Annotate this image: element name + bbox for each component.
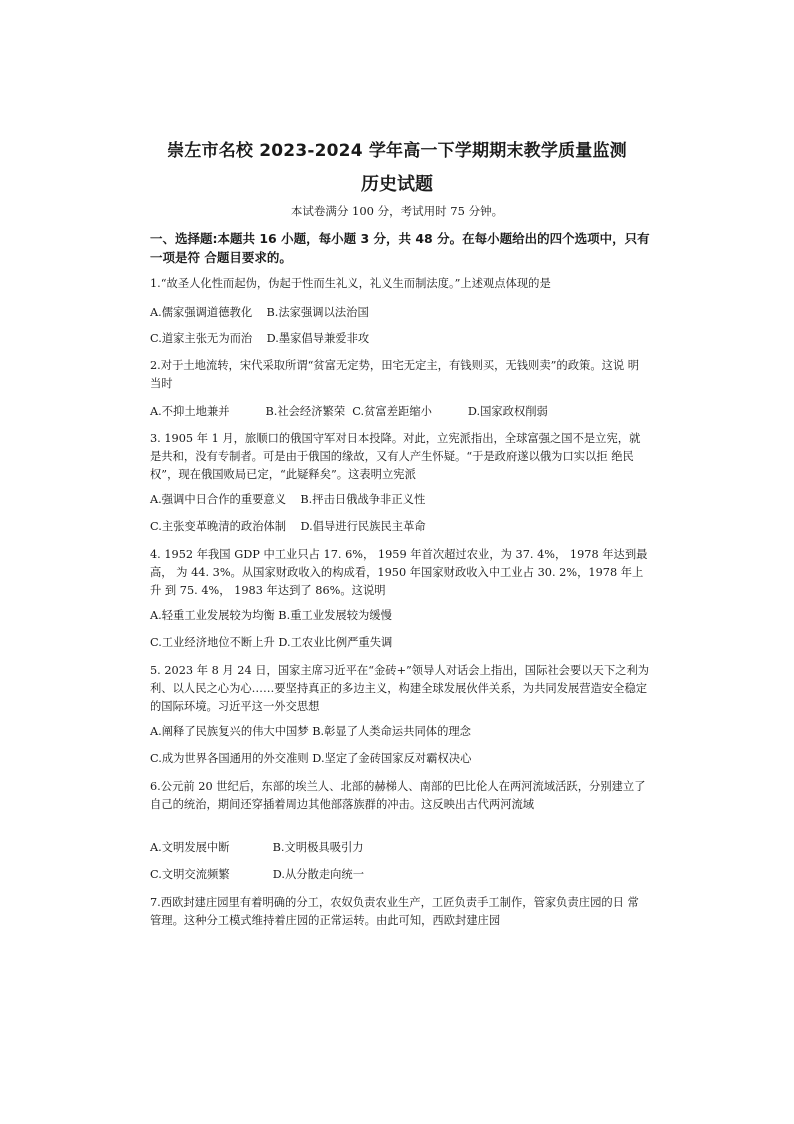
question-6-options-row-1: A.文明发展中断 B.文明极具吸引力 (150, 841, 364, 854)
question-4-options-row-2: C.工业经济地位不断上升 D.工农业比例严重失调 (150, 636, 393, 649)
exam-title: 崇左市名校 2023-2024 学年高一下学期期末教学质量监测 (167, 141, 627, 161)
question-3-options-row-2: C.主张变革晚清的政治体制 D.倡导进行民族民主革命 (150, 520, 426, 533)
question-4-options-row-1: A.轻重工业发展较为均衡 B.重工业发展较为缓慢 (150, 609, 392, 622)
question-4-stem: 4. 1952 年我国 GDP 中工业只占 17. 6%， 1959 年首次超过农业，为 37. 4%， 1978 年达到最高， 为 44. 3%。从国家财政收入的构成看，1950 年国家财政收入中工业占 30. 2%，1978 年上升 到 75. 4%， 1983 年达到了 86%。这说明 (150, 548, 648, 597)
question-6-stem: 6.公元前 20 世纪后，东部的埃兰人、北部的赫梯人、南部的巴比伦人在两河流域活跃，分别建立了自己的统治，期间还穿插着周边其他部落族群的冲击。这反映出古代两河流域 (150, 780, 646, 811)
question-3-stem: 3. 1905 年 1 月，旅顺口的俄国守军对日本投降。对此，立宪派指出，全球富强之国不是立宪，就是共和，没有专制者。可是由于俄国的缘故，又有人产生怀疑。“于是政府遂以俄为口实以拒 绝民权”，现在俄国败局已定，“此疑释矣”。这表明立宪派 (150, 432, 641, 481)
question-1-stem: 1.“故圣人化性而起伪，伪起于性而生礼义，礼义生而制法度。”上述观点体现的是 (150, 277, 551, 290)
question-5-stem: 5. 2023 年 8 月 24 日，国家主席习近平在“金砖+”领导人对话会上指出，国际社会要以天下之利为利、以人民之心为心……要坚持真正的多边主义，构建全球发展伙伴关系，为共同发展营造安全稳定的国际环境。习近平这一外交思想 (150, 664, 650, 713)
question-1-options-row-2: C.道家主张无为而治 D.墨家倡导兼爱非攻 (150, 332, 370, 345)
question-6-options-row-2: C.文明交流频繁 D.从分散走向统一 (150, 868, 365, 881)
question-3-options-row-1: A.强调中日合作的重要意义 B.抨击日俄战争非正义性 (150, 493, 426, 506)
exam-note: 本试卷满分 100 分，考试用时 75 分钟。 (290, 204, 504, 218)
question-1-options-row-1: A.儒家强调道德教化 B.法家强调以法治国 (150, 306, 369, 319)
question-5-options-row-2: C.成为世界各国通用的外交准则 D.坚定了金砖国家反对霸权决心 (150, 752, 472, 765)
question-2-stem: 2.对于土地流转，宋代采取所谓“贫富无定势，田宅无定主，有钱则买，无钱则卖”的政策。这说 明当时 (150, 359, 640, 390)
question-5-options-row-1: A.阐释了民族复兴的伟大中国梦 B.彰显了人类命运共同体的理念 (150, 725, 471, 738)
question-7-stem: 7.西欧封建庄园里有着明确的分工，农奴负责农业生产，工匠负责手工制作，管家负责庄园的日 常管理。这种分工模式维持着庄园的正常运转。由此可知，西欧封建庄园 (150, 896, 639, 927)
question-2-options-row-1: A.不抑土地兼并 B.社会经济繁荣 C.贫富差距缩小 D.国家政权削弱 (150, 405, 548, 418)
subject-title: 历史试题 (361, 174, 433, 195)
section-heading: 一、选择题:本题共 16 小题，每小题 3 分，共 48 分。在每小题给出的四个选项中，只有一项是符 合题目要求的。 (150, 231, 650, 265)
